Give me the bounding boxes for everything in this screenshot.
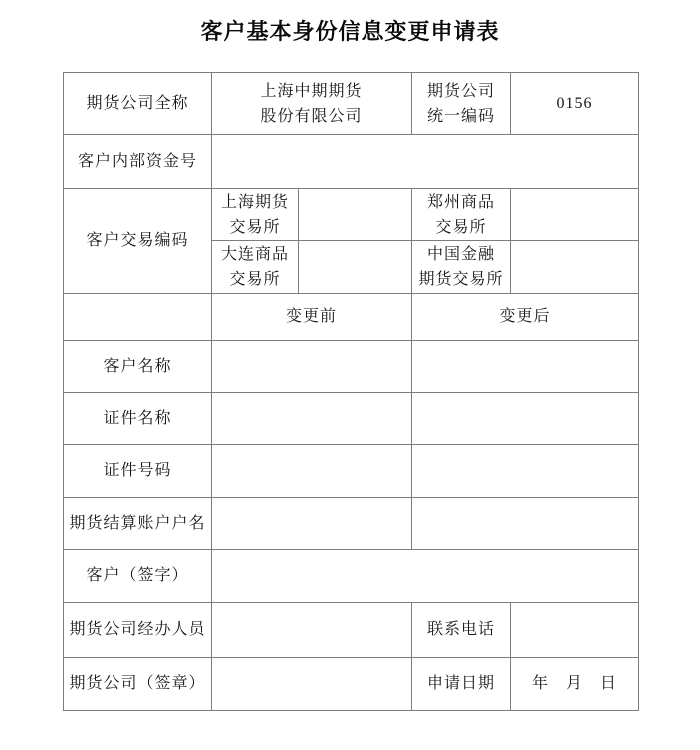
row-id-type bbox=[64, 393, 639, 445]
row-settlement-account bbox=[64, 498, 639, 550]
field-settlement-account-after[interactable] bbox=[412, 498, 639, 550]
exchange-dce-line2: 交易所 bbox=[229, 271, 281, 288]
cell-internal-fund-label: 客户内部资金号 bbox=[64, 135, 212, 189]
company-name-line2: 股份有限公司 bbox=[260, 107, 363, 125]
row-handler bbox=[64, 603, 639, 658]
cell-id-type-label: 证件名称 bbox=[64, 393, 212, 445]
exchange-czce-line1: 郑州商品 bbox=[427, 193, 496, 211]
field-id-number-before[interactable] bbox=[212, 445, 412, 498]
row-trading-code-1 bbox=[64, 189, 639, 241]
cell-date-label: 申请日期 bbox=[412, 658, 511, 711]
cell-date-value[interactable]: 年 月 日 bbox=[511, 658, 639, 711]
cell-after-header: 变更后 bbox=[412, 294, 639, 341]
cell-settlement-account-label: 期货结算账户户名 bbox=[64, 498, 212, 550]
cell-company-name bbox=[212, 73, 412, 135]
field-settlement-account-before[interactable] bbox=[212, 498, 412, 550]
cell-exchange-dce bbox=[212, 241, 299, 294]
cell-id-number-label: 证件号码 bbox=[64, 445, 212, 498]
cell-handler-label: 期货公司经办人员 bbox=[64, 603, 212, 658]
cell-exchange-czce bbox=[412, 189, 511, 241]
exchange-dce-line1: 大连商品 bbox=[220, 246, 289, 263]
exchange-cffex-line1: 中国金融 bbox=[427, 246, 496, 263]
row-id-number bbox=[64, 445, 639, 498]
field-exchange-czce[interactable] bbox=[511, 189, 639, 241]
field-customer-name-before[interactable] bbox=[212, 341, 412, 393]
application-form-table bbox=[63, 72, 639, 711]
row-change-header bbox=[64, 294, 639, 341]
company-code-label-line2: 统一编码 bbox=[427, 107, 496, 125]
field-exchange-shfe[interactable] bbox=[299, 189, 412, 241]
field-customer-sign[interactable] bbox=[212, 550, 639, 603]
row-company-seal bbox=[64, 658, 639, 711]
field-internal-fund[interactable] bbox=[212, 135, 639, 189]
exchange-cffex-line2: 期货交易所 bbox=[418, 271, 504, 288]
cell-company-code-label bbox=[412, 73, 511, 135]
exchange-shfe-line2: 交易所 bbox=[229, 218, 281, 236]
field-exchange-cffex[interactable] bbox=[511, 241, 639, 294]
cell-customer-name-label: 客户名称 bbox=[64, 341, 212, 393]
cell-customer-sign-label: 客户（签字） bbox=[64, 550, 212, 603]
cell-exchange-cffex bbox=[412, 241, 511, 294]
field-handler[interactable] bbox=[212, 603, 412, 658]
row-internal-fund bbox=[64, 135, 639, 189]
field-customer-name-after[interactable] bbox=[412, 341, 639, 393]
field-phone[interactable] bbox=[511, 603, 639, 658]
form-title: 客户基本身份信息变更申请表 bbox=[200, 19, 500, 44]
row-customer-sign bbox=[64, 550, 639, 603]
cell-exchange-shfe bbox=[212, 189, 299, 241]
cell-company-name-label: 期货公司全称 bbox=[64, 73, 212, 135]
company-name-line1: 上海中期期货 bbox=[260, 82, 363, 100]
cell-company-seal-label: 期货公司（签章） bbox=[64, 658, 212, 711]
exchange-shfe-line1: 上海期货 bbox=[220, 193, 289, 211]
field-company-seal[interactable] bbox=[212, 658, 412, 711]
company-code-label-line1: 期货公司 bbox=[427, 82, 496, 100]
cell-phone-label: 联系电话 bbox=[412, 603, 511, 658]
cell-before-header: 变更前 bbox=[212, 294, 412, 341]
field-id-number-after[interactable] bbox=[412, 445, 639, 498]
cell-change-header-blank bbox=[64, 294, 212, 341]
field-id-type-after[interactable] bbox=[412, 393, 639, 445]
field-exchange-dce[interactable] bbox=[299, 241, 412, 294]
exchange-czce-line2: 交易所 bbox=[435, 218, 487, 236]
row-company bbox=[64, 73, 639, 135]
field-id-type-before[interactable] bbox=[212, 393, 412, 445]
cell-company-code-value: 0156 bbox=[511, 73, 639, 135]
row-customer-name bbox=[64, 341, 639, 393]
cell-trading-code-label: 客户交易编码 bbox=[64, 189, 212, 294]
